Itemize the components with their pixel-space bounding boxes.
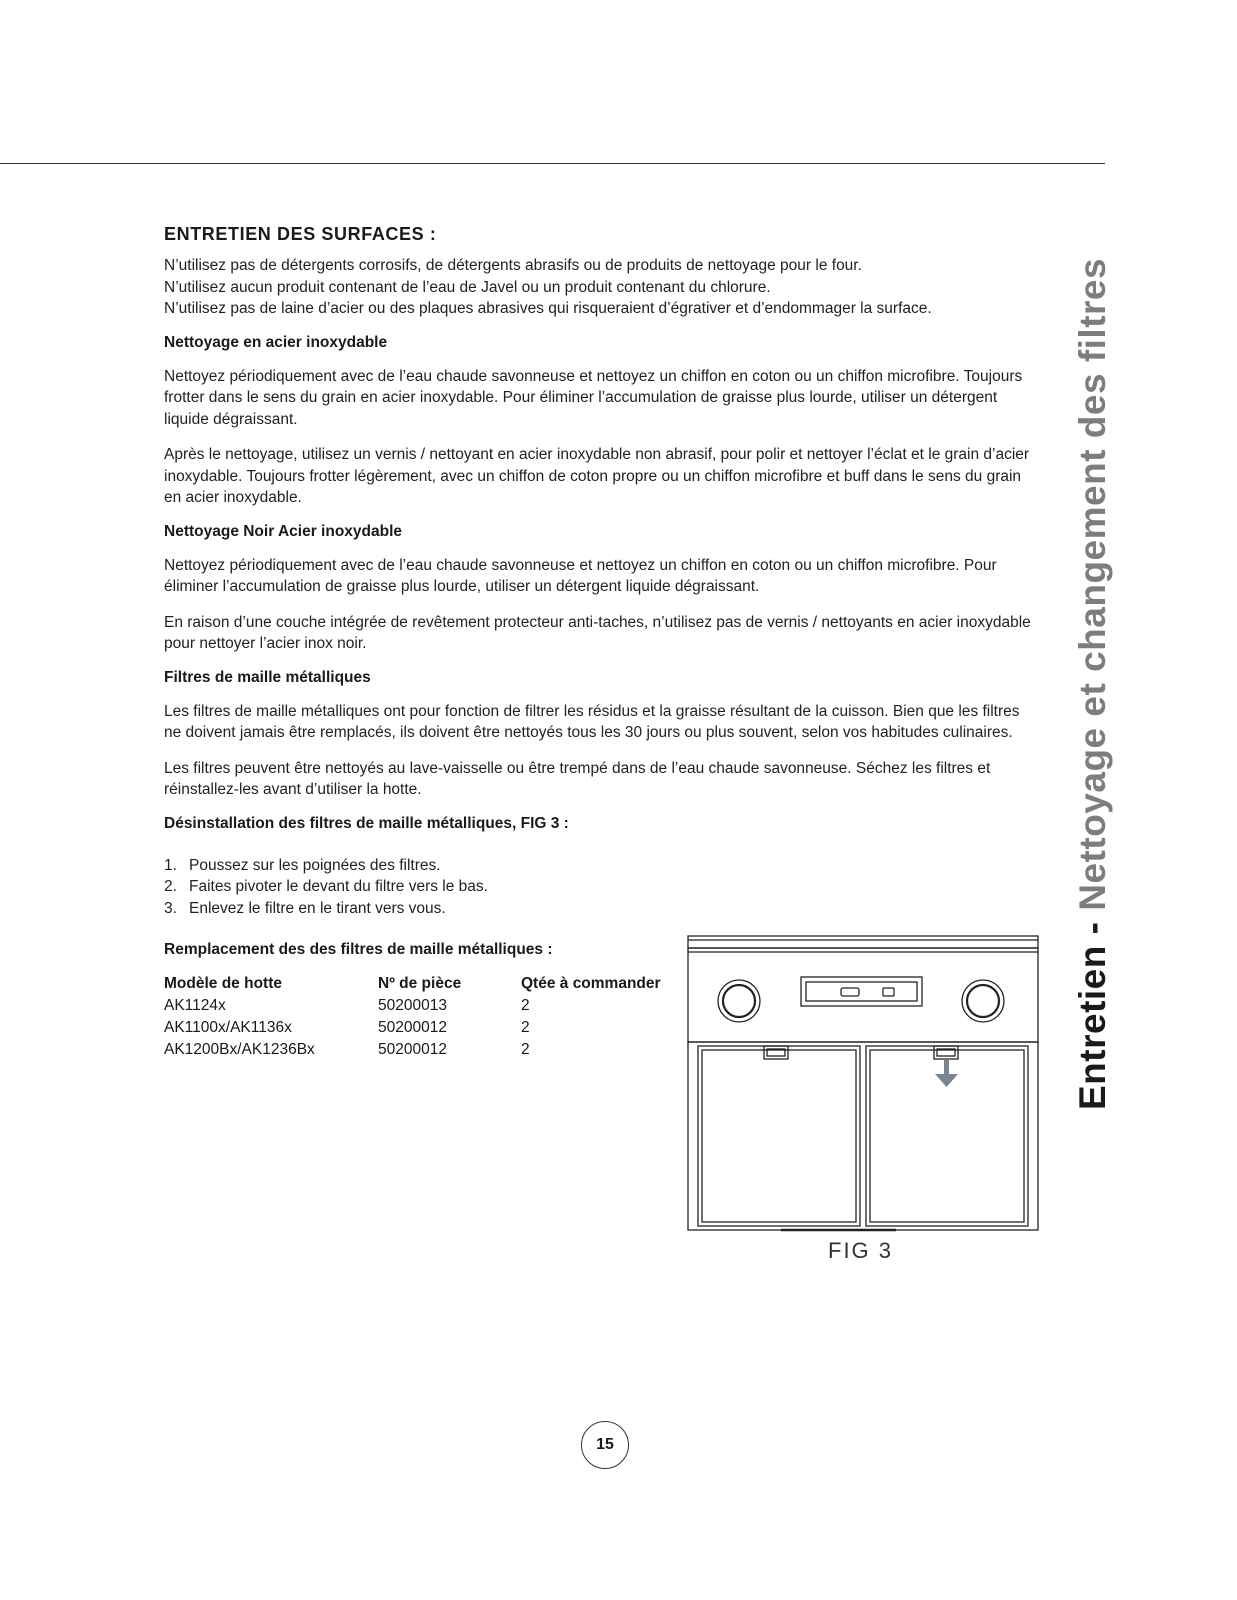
right-knob-icon (962, 980, 1004, 1022)
header-rule (0, 163, 1105, 164)
surfaces-text (164, 255, 1034, 320)
table-cell: AK1124x (164, 997, 226, 1014)
display-panel (801, 977, 922, 1006)
section-side-title (1072, 258, 1114, 1110)
surfaces-line: N’utilisez aucun produit contenant de l’eau de Javel ou un produit contenant du chlorure. (164, 278, 771, 296)
steps-list (164, 855, 1034, 920)
step-number: 3. (164, 899, 177, 917)
table-cell: 50200012 (378, 1041, 447, 1058)
left-filter (698, 1046, 860, 1226)
table-header-cell: Nº de pièce (378, 975, 462, 992)
filtres-paragraph: Les filtres peuvent être nettoyés au lave-vaisselle ou être trempé dans de l’eau chaude savonneuse. Séchez les filtres et réinstallez-les avant d’utiliser la hotte. (164, 759, 991, 798)
filtres-paragraph: Les filtres de maille métalliques ont pour fonction de filtrer les résidus et la graisse résultant de la cuisson. Bien que les filtres ne doivent jamais être remplacés, ils doivent être nettoyés tous les 30 jours ou plus souvent, selon vos habitudes culinaires. (164, 702, 1020, 741)
page-number: 15 (581, 1421, 629, 1469)
hood-top-cap (688, 936, 1038, 948)
table-cell: 50200013 (378, 997, 447, 1014)
inox-paragraph: Nettoyez périodiquement avec de l’eau chaude savonneuse et nettoyez un chiffon en coton ou un chiffon microfibre. Toujours frotter dans le sens du grain en acier inoxydable. Pour éliminer l’accumulation de graisse plus lourde, utiliser un détergent liquide dégraissant. (164, 367, 1023, 428)
table-cell: 2 (521, 997, 530, 1014)
noir-heading: Nettoyage Noir Acier inoxydable (164, 522, 403, 540)
table-header-cell: Qtée à commander (521, 975, 661, 992)
table-header-cell: Modèle de hotte (164, 975, 282, 992)
table-cell: 50200012 (378, 1019, 447, 1036)
surfaces-line: N’utilisez pas de laine d’acier ou des plaques abrasives qui risqueraient d’égrativer et d’endommager la surface. (164, 300, 932, 317)
table-cell: 2 (521, 1041, 530, 1058)
step-text: Poussez sur les poignées des filtres. (189, 856, 441, 874)
table-cell: AK1200Bx/AK1236Bx (164, 1041, 315, 1058)
left-knob-icon (718, 980, 760, 1022)
remplacement-heading: Remplacement des des filtres de maille métalliques : (164, 941, 553, 958)
figure-caption: FIG 3 (828, 1238, 894, 1263)
display-button-icon (883, 988, 894, 996)
inox-heading: Nettoyage en acier inoxydable (164, 333, 388, 351)
list-item (164, 898, 1034, 920)
noir-paragraph: En raison d’une couche intégrée de revêtement protecteur anti-taches, n’utilisez pas de vernis / nettoyants en acier inoxydable pour nettoyer l’acier inox noir. (164, 613, 1031, 652)
display-button-icon (841, 988, 859, 996)
noir-paragraph: Nettoyez périodiquement avec de l’eau chaude savonneuse et nettoyez un chiffon en coton ou un chiffon microfibre. Pour éliminer l’accumulation de graisse plus lourde, utiliser un détergent liquide dégraissant. (164, 556, 997, 595)
inox-paragraph: Après le nettoyage, utilisez un vernis / nettoyant en acier inoxydable non abrasif, pour polir et nettoyer l’éclat et le grain d’acier inoxydable. Toujours frotter légèrement, avec un chiffon de coton propre ou un chiffon microfibre et buff dans le sens du grain en acier inoxydable. (164, 446, 1030, 506)
step-number: 2. (164, 878, 177, 895)
desinstallation-heading: Désinstallation des filtres de maille métalliques, FIG 3 : (164, 814, 569, 832)
range-hood-illustration (686, 934, 1040, 1234)
list-item (164, 876, 1034, 898)
surfaces-line: N’utilisez pas de détergents corrosifs, de détergents abrasifs ou de produits de nettoyage pour le four. (164, 257, 862, 274)
filter-area (688, 1042, 1038, 1230)
table-cell: AK1100x/AK1136x (164, 1019, 292, 1036)
side-title-part1: Entretien - (1072, 910, 1113, 1110)
list-item (164, 855, 1034, 877)
table-cell: 2 (521, 1019, 530, 1036)
surfaces-heading: ENTRETIEN DES SURFACES : (164, 224, 437, 244)
step-number: 1. (164, 856, 177, 874)
hood-control-panel (688, 948, 1038, 1042)
filtres-heading: Filtres de maille métalliques (164, 668, 371, 686)
push-down-arrow-icon (935, 1060, 958, 1087)
step-text: Faites pivoter le devant du filtre vers le bas. (189, 878, 488, 895)
side-title-part2: Nettoyage et changement des filtres (1072, 257, 1113, 911)
step-text: Enlevez le filtre en le tirant vers vous. (189, 899, 446, 917)
